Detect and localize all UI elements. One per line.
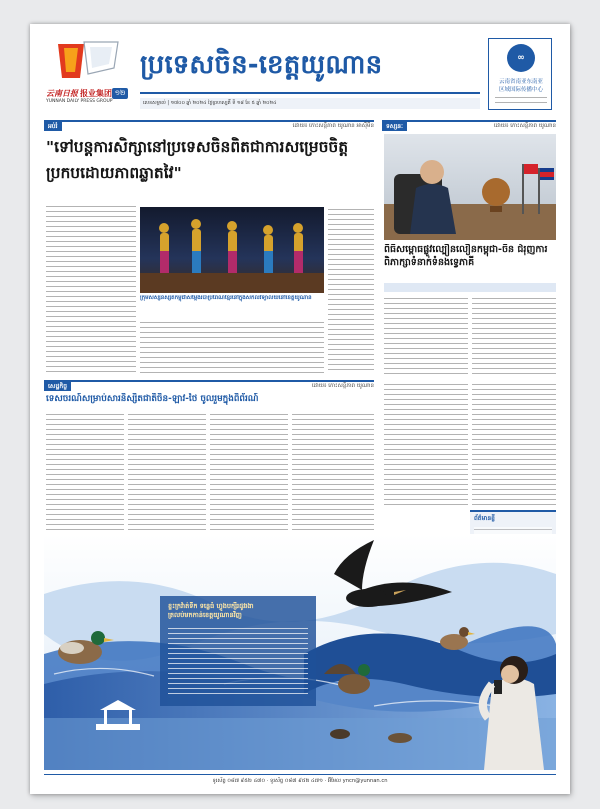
feature-title-line1: ខ្ទះក្រវ៉ាត់ទឹក ទន្លេធំ ហ្វូងបក្សីរដូវរងា — [168, 602, 254, 610]
article-body — [384, 382, 468, 506]
section-label: ទស្សនៈ — [382, 122, 407, 131]
article-body — [472, 382, 556, 506]
interview-photo — [384, 134, 556, 240]
cup-logo-icon — [44, 38, 128, 88]
middle-headline: ទេសចរណ៍សម្រាប់សារនិស្សិតជាតិចិន-ឡាវ-ថៃ ចូលរួមក្នុងពិព័រណ៍ — [46, 394, 259, 404]
section-label: អប់រំ — [44, 122, 62, 131]
lead-headline: "ទៅបន្តការសិក្សានៅប្រទេសចិនពិតជាការសម្រេចចិត្តប្រកបដោយភាពឆ្លាតវៃ" — [46, 138, 349, 182]
group-name-en: YUNNAN DAILY PRESS GROUP — [46, 99, 113, 104]
logo-script: 云南日报 — [46, 89, 78, 98]
brief-label: ព័ត៌មានខ្លី — [474, 515, 495, 522]
article-body — [472, 296, 556, 376]
section-bar-education — [44, 120, 374, 130]
issue-line: លេខសម្គាល់ | ១៧០០ ឆ្នាំ ២០២៤ ថ្ងៃព្រហស្បតិ៍ ទី ១៨ ខែ ៥ ឆ្នាំ ២០២៤ — [140, 98, 480, 109]
section-bar-opinion — [382, 120, 556, 130]
partner-logo-box — [488, 38, 552, 110]
feature-title-panel — [160, 596, 316, 706]
byline: ដោយ៖ កោះសន្តិភាព យូណាន — [311, 383, 374, 389]
title-band — [140, 38, 480, 94]
side-headline: ពិធីសម្ពោធផ្លូវល្បឿនលឿនកម្ពុជា-ចិន ជំរុញការពិភាក្សាទំនាក់ទំនងទ្វេភាគី — [384, 244, 548, 268]
article-body — [328, 207, 374, 374]
partner-name-2: 区域国际传播中心 — [498, 87, 543, 93]
group-name: 报业集团 — [80, 89, 112, 98]
page-number: ១២ — [112, 88, 128, 99]
section-label: សេដ្ឋកិច្ច — [44, 382, 71, 391]
footer-rule — [44, 774, 556, 775]
partner-logo-icon: ∞ — [507, 44, 535, 72]
newspaper-page — [30, 24, 570, 794]
migratory-birds-feature — [44, 534, 556, 770]
byline: ដោយ៖ កោះសន្តិភាព យូណាន អាស៊ីមិន — [292, 123, 374, 129]
masthead — [44, 38, 556, 116]
article-body — [46, 204, 136, 374]
article-body — [292, 412, 374, 532]
photo-caption: ក្រុមសិស្សនិស្សិតកម្ពុជាសម្តែងរបាំប្រពៃណីខ្មែរនៅក្នុងសកលវិទ្យាល័យនៅខេត្តយូណាន — [140, 295, 312, 301]
article-body — [140, 320, 324, 374]
masthead-title: ប្រទេសចិន-ខេត្តយូណាន — [140, 50, 383, 80]
section-bar-economy — [44, 380, 374, 390]
article-body — [384, 296, 468, 376]
byline: ដោយ៖ កោះសន្តិភាព យូណាន — [493, 123, 556, 129]
dance-photo — [140, 207, 324, 293]
press-group-logo — [44, 38, 128, 114]
feature-title-line2: ត្រលប់មកកាន់ខេត្តយូណានវិញ — [168, 611, 242, 619]
footer-info: ទូរស័ព្ទ ០៨៧ ៩៥២ ៤៧០ · ទូរស័ព្ទ ០៨៧ ៩៥២ ៤៧១ · អ៊ីមែល yncn@yunnan.cn — [212, 778, 388, 784]
partner-name-1: 云南省南亚东南亚 — [498, 79, 543, 85]
